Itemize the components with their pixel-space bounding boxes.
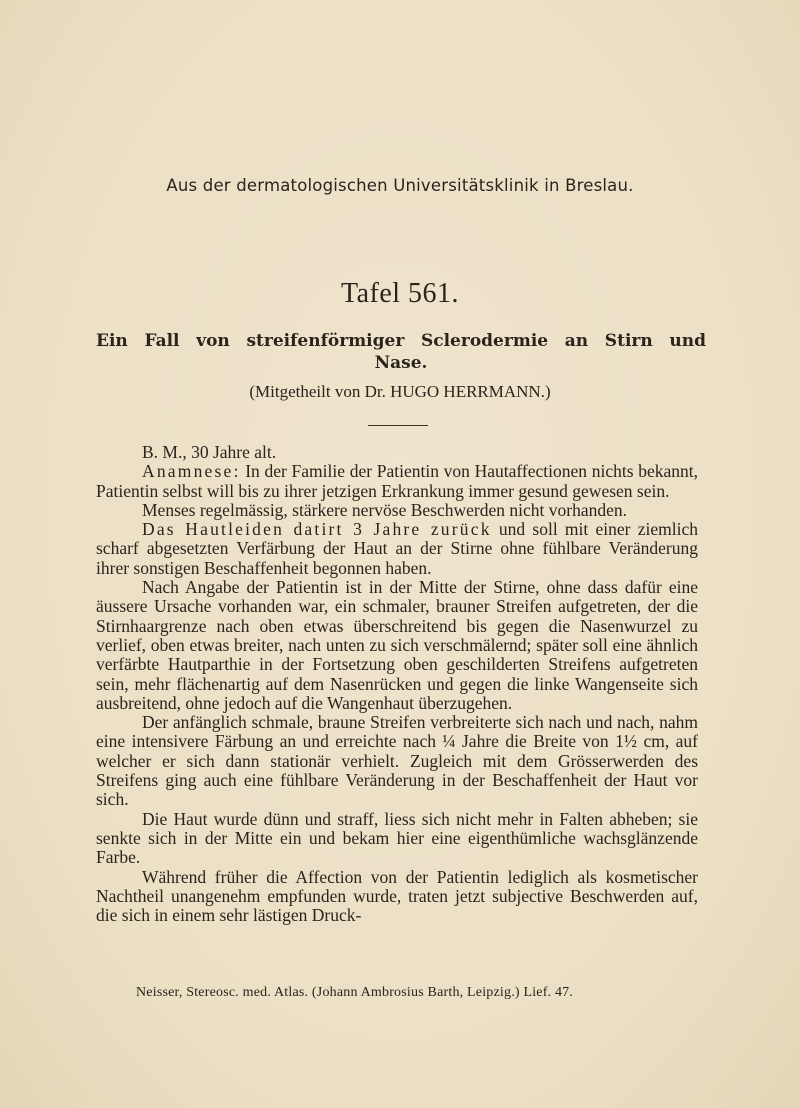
institution-header: Aus der dermatologischen Universitätsklinik in Breslau. [166,176,634,195]
paragraph-2 [96,501,698,520]
paragraph-5 [96,713,698,809]
paragraph-text: In der Familie der Patientin von Hautaffectionen nichts bekannt, Patientin selbst will bis zu ihrer jetzigen Erkrankung immer gesund gewesen sein. [96,461,698,501]
paragraph-1 [96,462,698,501]
paragraph-text: Menses regelmässig, stärkere nervöse Beschwerden nicht vorhanden. [142,499,627,520]
paragraph-3 [96,520,698,578]
paragraph-4 [96,578,698,713]
separator-rule [368,425,428,426]
paragraph-text: B. M., 30 Jahre alt. [142,442,277,462]
page-footer: Neisser, Stereosc. med. Atlas. (Johann Ambrosius Barth, Leipzig.) Lief. 47. [136,985,574,1000]
case-report-body [96,443,698,925]
author-attribution: (Mitgetheilt von Dr. HUGO HERRMANN.) [249,382,551,401]
paragraph-text: Nach Angabe der Patientin ist in der Mitte der Stirne, ohne dass dafür eine äussere Ursache vorhanden war, ein schmaler, brauner Streifen aufgetreten, der die Stirnhaargrenze nach oben etwas überschreitend bis gegen die Nasenwurzel zu verlief, oben etwas breiter, nach unten zu sich verschmälernd; später soll eine ähnlich verfärbte Hautparthie in der Fortsetzung oben geschilderten Streifens aufgetreten sein, mehr flächenartig auf dem Nasenrücken und gegen die linke Wangenseite sich ausbreitend, ohne jedoch auf die Wangenhaut überzugehen. [96,577,698,713]
paragraph-text: Während früher die Affection von der Patientin lediglich als kosmetischer Nachtheil unangenehm empfunden wurde, traten jetzt subjective Beschwerden auf, die sich in einem sehr lästigen Druck- [96,866,698,926]
article-subtitle [96,330,706,374]
subtitle-line-1: Ein Fall von streifenförmiger Sclerodermie an Stirn und [96,331,706,351]
paragraph-lead: Anamnese: [142,461,241,482]
paragraph-7 [96,868,698,926]
plate-title: Tafel 561. [340,278,460,309]
paragraph-text: und soll mit einer ziemlich scharf abgesetzten Verfärbung der Haut an der Stirne ohne fühlbare Veränderung ihrer sonstigen Beschaffenheit begonnen haben. [96,519,698,578]
paragraph-lead: Das Hautleiden datirt 3 Jahre zurück [142,519,492,540]
paragraph-text: Die Haut wurde dünn und straff, liess sich nicht mehr in Falten abheben; sie senkte sich in der Mitte ein und bekam hier eine eigenthümliche wachsglänzende Farbe. [96,808,698,868]
subtitle-line-2: Nase. [374,353,428,373]
paragraph-0 [96,443,698,462]
paragraph-text: Der anfänglich schmale, braune Streifen verbreiterte sich nach und nach, nahm eine intensivere Färbung an und erreichte nach ¼ Jahre die Breite von 1½ cm, auf welcher er sich dann stationär verhielt. Zugleich mit dem Grösserwerden des Streifens ging auch eine fühlbare Veränderung in der Beschaffenheit der Haut vor sich. [96,712,698,810]
paragraph-6 [96,810,698,868]
